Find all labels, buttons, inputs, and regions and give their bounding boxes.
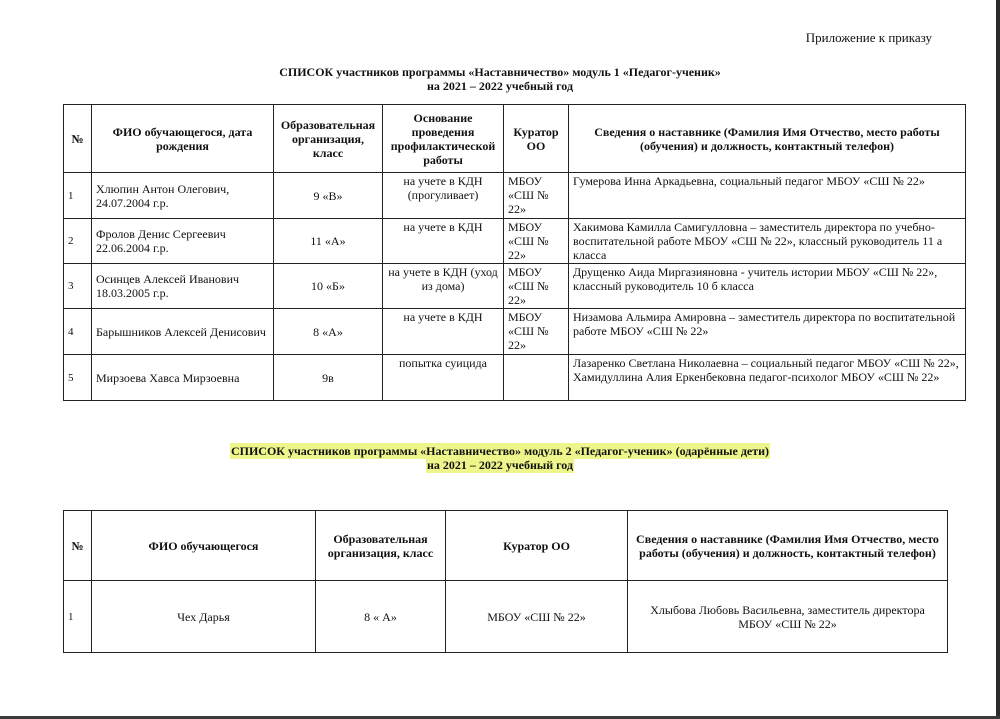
- header-num: №: [64, 105, 92, 173]
- row-curator: МБОУ «СШ № 22»: [504, 173, 569, 219]
- header-org: Образовательная организация, класс: [274, 105, 383, 173]
- row-student: Хлюпин Антон Олегович, 24.07.2004 г.р.: [92, 173, 274, 219]
- section2-header-row: [64, 511, 948, 581]
- section2-title-line2: на 2021 – 2022 учебный год: [426, 458, 574, 472]
- row-num: 2: [64, 219, 92, 264]
- row-mentor: Хакимова Камилла Самигулловна – заместитель директора по учебно-воспитательной работе МБОУ «СШ № 22», классный руководитель 11 а класса: [569, 219, 966, 264]
- row-basis: на учете в КДН (прогуливает): [383, 173, 504, 219]
- row-org: 9 «В»: [274, 173, 383, 219]
- table-row: [64, 173, 966, 219]
- row-mentor: Друщенко Аида Миргазияновна - учитель истории МБОУ «СШ № 22», классный руководитель 10 б класса: [569, 264, 966, 309]
- row-basis: на учете в КДН (уход из дома): [383, 264, 504, 309]
- table-row: [64, 264, 966, 309]
- row-mentor: Низамова Альмира Амировна – заместитель директора по воспитательной работе МБОУ «СШ № 22»: [569, 309, 966, 355]
- row-num: 5: [64, 355, 92, 401]
- section2-title: [200, 444, 800, 472]
- table-row: [64, 219, 966, 264]
- section1-title: [200, 65, 800, 93]
- appendix-note: Приложение к приказу: [805, 30, 932, 45]
- row-student: Мирзоева Хавса Мирзоевна: [92, 355, 274, 401]
- header-curator: Куратор ОО: [504, 105, 569, 173]
- header-curator: Куратор ОО: [446, 511, 628, 581]
- row-basis: на учете в КДН: [383, 309, 504, 355]
- row-num: 1: [64, 173, 92, 219]
- section2-table: [63, 510, 948, 653]
- row-num: 3: [64, 264, 92, 309]
- row-mentor: Лазаренко Светлана Николаевна – социальный педагог МБОУ «СШ № 22», Хамидуллина Алия Еркенбековна педагог-психолог МБОУ «СШ № 22»: [569, 355, 966, 401]
- section1-title-line2: на 2021 – 2022 учебный год: [426, 79, 574, 93]
- row-student: Чех Дарья: [92, 581, 316, 653]
- row-org: 8 «А»: [274, 309, 383, 355]
- row-num: 1: [64, 581, 92, 653]
- section2-title-line1: СПИСОК участников программы «Наставничество» модуль 2 «Педагог-ученик» (одарённые дети): [230, 444, 770, 458]
- row-curator: МБОУ «СШ № 22»: [446, 581, 628, 653]
- row-num: 4: [64, 309, 92, 355]
- row-basis: попытка суицида: [383, 355, 504, 401]
- row-org: 10 «Б»: [274, 264, 383, 309]
- row-org: 9в: [274, 355, 383, 401]
- header-student: ФИО обучающегося: [92, 511, 316, 581]
- section1-table: [63, 104, 966, 401]
- header-mentor: Сведения о наставнике (Фамилия Имя Отчество, место работы (обучения) и должность, контактный телефон): [628, 511, 948, 581]
- row-basis: на учете в КДН: [383, 219, 504, 264]
- row-mentor: Хлыбова Любовь Васильевна, заместитель директора МБОУ «СШ № 22»: [628, 581, 948, 653]
- row-curator: МБОУ «СШ № 22»: [504, 264, 569, 309]
- header-mentor: Сведения о наставнике (Фамилия Имя Отчество, место работы (обучения) и должность, контактный телефон): [569, 105, 966, 173]
- row-org: 11 «А»: [274, 219, 383, 264]
- table-row: [64, 355, 966, 401]
- header-org: Образовательная организация, класс: [316, 511, 446, 581]
- header-num: №: [64, 511, 92, 581]
- header-basis: Основание проведения профилактической работы: [383, 105, 504, 173]
- row-curator: МБОУ «СШ № 22»: [504, 309, 569, 355]
- section1-title-line1: СПИСОК участников программы «Наставничество» модуль 1 «Педагог-ученик»: [279, 65, 721, 79]
- header-student: ФИО обучающегося, дата рождения: [92, 105, 274, 173]
- row-student: Фролов Денис Сергеевич 22.06.2004 г.р.: [92, 219, 274, 264]
- row-student: Осинцев Алексей Иванович 18.03.2005 г.р.: [92, 264, 274, 309]
- section1-header-row: [64, 105, 966, 173]
- row-curator: МБОУ «СШ № 22»: [504, 219, 569, 264]
- table-row: [64, 309, 966, 355]
- row-curator: [504, 355, 569, 401]
- row-mentor: Гумерова Инна Аркадьевна, социальный педагог МБОУ «СШ № 22»: [569, 173, 966, 219]
- row-org: 8 « А»: [316, 581, 446, 653]
- page-edge-right: [996, 0, 1000, 719]
- table-row: [64, 581, 948, 653]
- row-student: Барышников Алексей Денисович: [92, 309, 274, 355]
